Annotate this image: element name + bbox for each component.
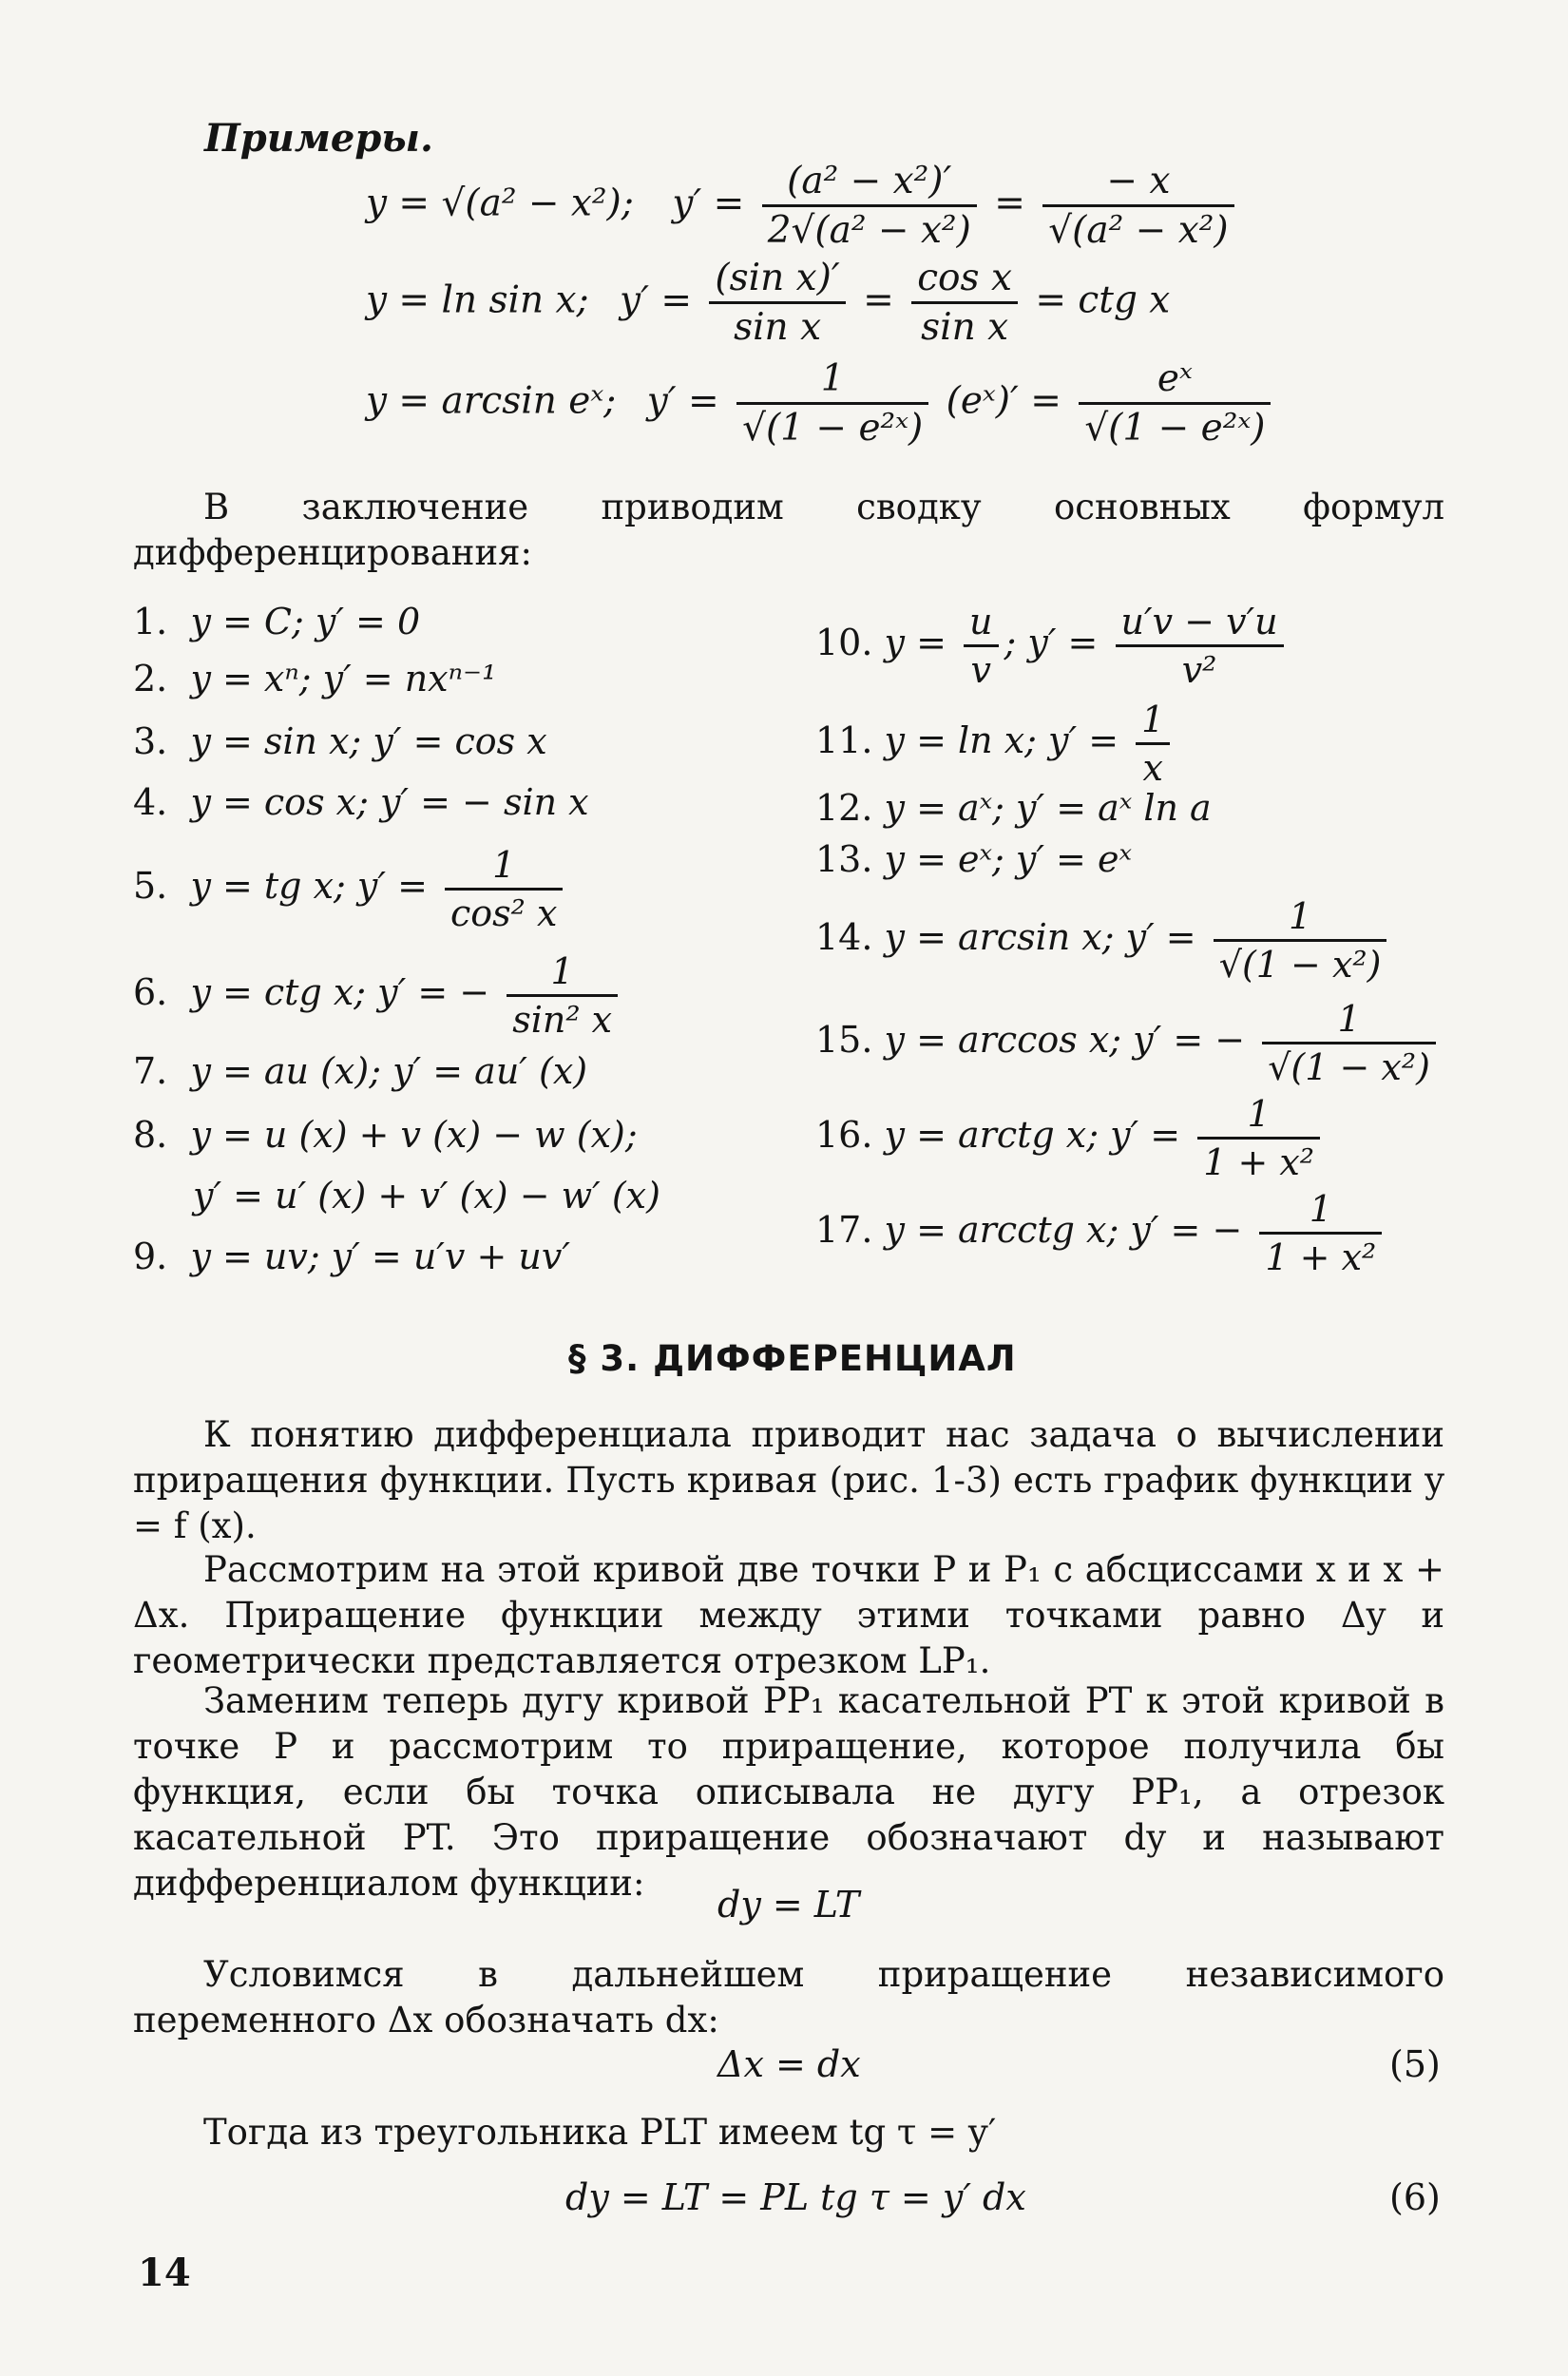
formula-17: 17. y = arcctg x; y′ = − $\frac{1}{\text{1 + x²}}$ <box>815 1188 1387 1278</box>
formula-7: 7. y = au (x); y′ = au′ (x) <box>133 1050 588 1092</box>
example-3-result: $\frac{\text{eˣ}}{\text{√(1 − e²ˣ)}}$ <box>1079 357 1271 450</box>
example-1-result: $\frac{- x}{\text{√(a² − x²)}}$ <box>1042 160 1233 252</box>
example-2-derivative-label: y′ = <box>620 278 693 322</box>
formula-17-fraction: $\frac{1}{\text{1 + x²}}$ <box>1259 1188 1382 1278</box>
equation-5: Δx = dx <box>717 2043 861 2085</box>
formula-11-fraction: $\frac{1}{x}$ <box>1136 699 1170 789</box>
formula-6: 6. y = ctg x; y′ = − $\frac{1}{\text{sin² x}}$ <box>133 950 623 1041</box>
paragraph-2: Рассмотрим на этой кривой две точки P и P₁ с абсциссами x и x + Δx. Приращение функции между этими точками равно Δy и геометрически представляется отрезком LP₁. <box>133 1549 1444 1681</box>
equation-6: dy = LT = PL tg τ = y′ dx <box>565 2176 1026 2218</box>
formula-1: 1. y = C; y′ = 0 <box>133 601 421 642</box>
formula-5: 5. y = tg x; y′ = $\frac{1}{\text{cos² x}}$ <box>133 844 568 934</box>
paragraph-5: Тогда из треугольника PLT имеем tg τ = y′ <box>203 2112 997 2153</box>
example-3-derivative-label: y′ = <box>646 379 719 423</box>
example-1-fraction: $\frac{\text{(a² − x²)′}}{\text{2√(a² − x²)}}$ <box>762 160 977 252</box>
examples-heading: Примеры. <box>204 116 433 161</box>
example-2-function: y = ln sin x; <box>366 278 589 322</box>
formula-15: 15. y = arccos x; y′ = − $\frac{1}{\text{√(1 − x²)}}$ <box>815 998 1442 1088</box>
formula-11: 11. y = ln x; y′ = $\frac{1}{x}$ <box>815 699 1176 789</box>
example-3-middle: (eˣ)′ = <box>946 379 1061 423</box>
summary-intro: В заключение приводим сводку основных формул дифференцирования: <box>133 487 1444 573</box>
example-1-function: y = √(a² − x²); <box>366 182 634 225</box>
example-2: y = ln sin x; y′ = $\frac{\text{(sin x)′}}{\text{sin x}}$ = $\frac{\text{cos x}}{\text{sin x}}$ = ctg x <box>366 257 1171 349</box>
formula-16: 16. y = arctg x; y′ = $\frac{1}{\text{1 + x²}}$ <box>815 1093 1326 1183</box>
paragraph-3: Заменим теперь дугу кривой PP₁ касательной PT к этой кривой в точке P и рассмотрим то приращение, которое получила бы функция, если бы точка описывала не дугу PP₁, а отрезок касательной PT. Это приращение обозначают dy и называют дифференциалом функции: <box>133 1680 1444 1904</box>
example-1-derivative-label: y′ = <box>672 182 745 225</box>
paragraph-4: Условимся в дальнейшем приращение независимого переменного Δx обозначать dx: <box>133 1954 1444 2041</box>
formula-8-derivative: y′ = u′ (x) + v′ (x) − w′ (x) <box>193 1175 660 1217</box>
formula-14-fraction: $\frac{1}{\text{√(1 − x²)}}$ <box>1214 895 1387 986</box>
formula-12: 12. y = aˣ; y′ = aˣ ln a <box>815 787 1212 829</box>
section-title: § 3. ДИФФЕРЕНЦИАЛ <box>568 1338 1017 1379</box>
equation-6-number: (6) <box>1389 2176 1441 2218</box>
example-3-fraction: $\frac{1}{\text{√(1 − e²ˣ)}}$ <box>736 357 928 450</box>
formula-10-lhs-fraction: $\frac{u}{v}$ <box>964 601 998 691</box>
equation-dy: dy = LT <box>717 1884 860 1926</box>
example-2-fraction: $\frac{\text{(sin x)′}}{\text{sin x}}$ <box>709 257 845 349</box>
formula-10-fraction: $\frac{u'v - v'u}{\text{v²}}$ <box>1116 601 1284 691</box>
formula-6-fraction: $\frac{1}{\text{sin² x}}$ <box>507 950 618 1041</box>
example-2-result: $\frac{\text{cos x}}{\text{sin x}}$ <box>911 257 1018 349</box>
formula-2: 2. y = xⁿ; y′ = nxⁿ⁻¹ <box>133 658 497 699</box>
formula-8: 8. y = u (x) + v (x) − w (x); <box>133 1114 638 1156</box>
formula-4: 4. y = cos x; y′ = − sin x <box>133 781 589 823</box>
formula-5-fraction: $\frac{1}{\text{cos² x}}$ <box>445 844 563 934</box>
page-number: 14 <box>138 2251 191 2295</box>
formula-10: 10. y = $\frac{u}{v}$ ; y′ = $\frac{u'v - v'u}{\text{v²}}$ <box>815 601 1290 691</box>
example-3 <box>366 357 1276 450</box>
formula-13: 13. y = eˣ; y′ = eˣ <box>815 838 1132 880</box>
paragraph-1: К понятию дифференциала приводит нас задача о вычислении приращения функции. Пусть кривая (рис. 1-3) есть график функции y = f (x). <box>133 1414 1444 1546</box>
example-3-function: y = arcsin eˣ; <box>366 379 617 423</box>
formula-15-fraction: $\frac{1}{\text{√(1 − x²)}}$ <box>1262 998 1436 1088</box>
equation-5-number: (5) <box>1389 2043 1441 2085</box>
example-1: y = √(a² − x²); y′ = $\frac{\text{(a² − x²)′}}{\text{2√(a² − x²)}}$ = $\frac{- x}{\text{√(a² − x²)}}$ <box>366 160 1240 252</box>
formula-9: 9. y = uv; y′ = u′v + uv′ <box>133 1236 570 1277</box>
formula-16-fraction: $\frac{1}{\text{1 + x²}}$ <box>1197 1093 1320 1183</box>
formula-3: 3. y = sin x; y′ = cos x <box>133 720 547 762</box>
formula-14: 14. y = arcsin x; y′ = $\frac{1}{\text{√(1 − x²)}}$ <box>815 895 1392 986</box>
example-2-tail: = ctg x <box>1035 278 1171 322</box>
